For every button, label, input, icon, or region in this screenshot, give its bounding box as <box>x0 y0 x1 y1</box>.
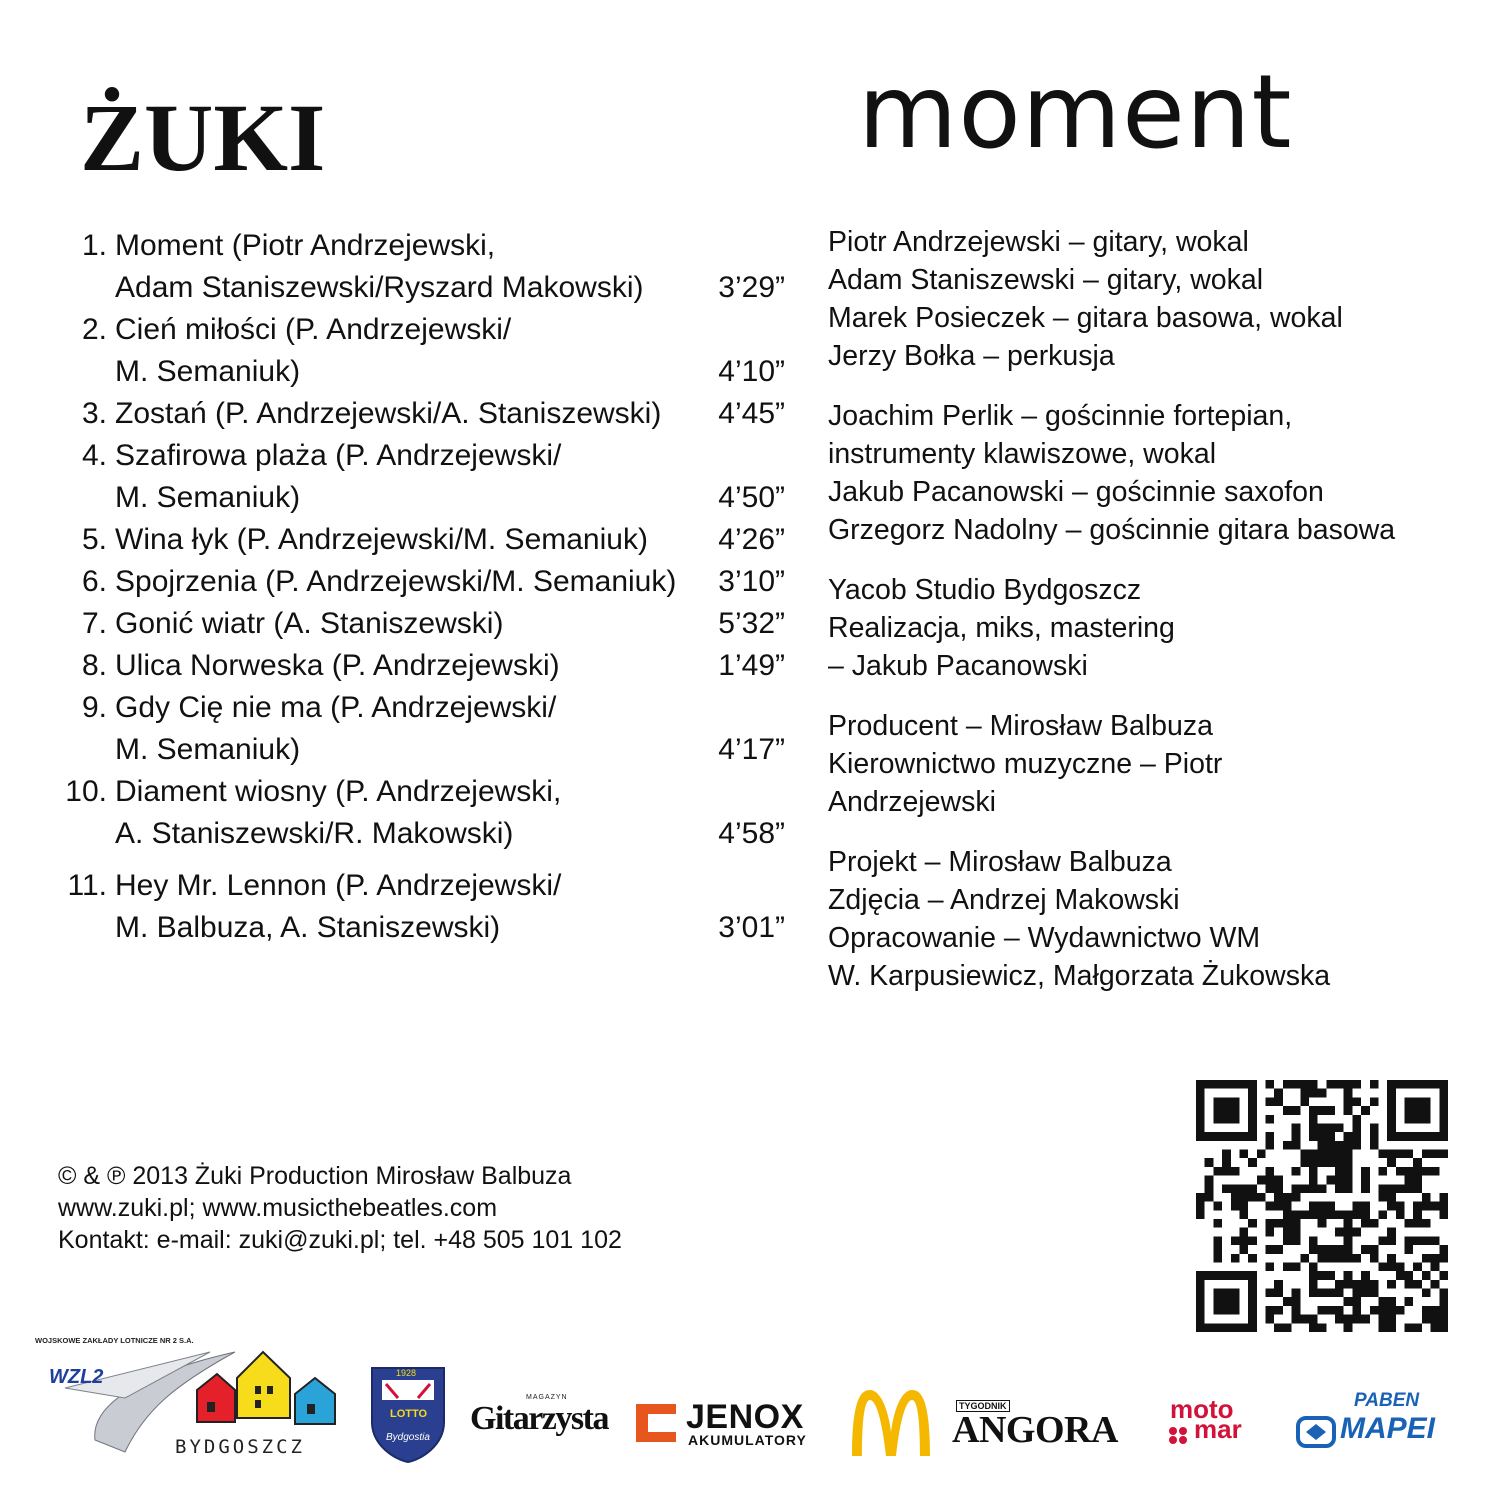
credit-line: Zdjęcia – Andrzej Makowski <box>828 884 1180 916</box>
paben-mapei-logo <box>1296 1390 1466 1460</box>
track-number: 5. <box>81 523 107 556</box>
paben-label: PABEN <box>1354 1390 1420 1411</box>
track-title <box>115 435 690 519</box>
track-title-line: Wina łyk (P. Andrzejewski/M. Semaniuk) <box>115 523 648 556</box>
track-title <box>115 687 690 771</box>
track-title <box>115 561 690 603</box>
credit-line: Projekt – Mirosław Balbuza <box>828 846 1172 878</box>
track-title-line: M. Semaniuk) <box>115 481 301 514</box>
credit-line: W. Karpusiewicz, Małgorzata Żukowska <box>828 960 1331 992</box>
qr-code <box>1196 1080 1448 1332</box>
track-duration: 3’01” <box>718 911 785 944</box>
track-number: 6. <box>81 565 107 598</box>
credit-group <box>828 843 1468 995</box>
track-duration: 1’49” <box>718 649 785 682</box>
track-title-line: Spojrzenia (P. Andrzejewski/M. Semaniuk) <box>115 565 677 598</box>
track-duration: 4’17” <box>718 733 785 766</box>
track-title-line: Moment (Piotr Andrzejewski, <box>115 229 496 262</box>
credit-line: Yacob Studio Bydgoszcz <box>828 574 1142 606</box>
track-row <box>55 225 795 309</box>
track-title <box>115 603 690 645</box>
credit-line: Joachim Perlik – gościnnie fortepian, <box>828 400 1293 432</box>
credit-line: instrumenty klawiszowe, wokal <box>828 438 1217 470</box>
angora-small: TYGODNIK <box>956 1400 1010 1412</box>
website-line: www.zuki.pl; www.musicthebeatles.com <box>58 1194 498 1222</box>
track-duration: 3’29” <box>718 271 785 304</box>
bydgoszcz-label: BYDGOSZCZ <box>175 1436 305 1458</box>
bydgoszcz-logo <box>175 1350 355 1465</box>
credit-group <box>828 571 1468 685</box>
track-row <box>55 771 795 855</box>
track-row <box>55 603 795 645</box>
jenox-label: JENOX <box>686 1398 804 1436</box>
track-title-line: M. Balbuza, A. Staniszewski) <box>115 911 501 944</box>
track-duration: 3’10” <box>718 565 785 598</box>
credit-line: Marek Posieczek – gitara basowa, wokal <box>828 302 1343 334</box>
sponsor-logos <box>0 1330 1500 1500</box>
credit-line: Kierownictwo muzyczne – Piotr <box>828 748 1223 780</box>
credit-line: Jerzy Bołka – perkusja <box>828 340 1115 372</box>
track-title-line: Zostań (P. Andrzejewski/A. Staniszewski) <box>115 397 662 430</box>
track-title-line: Diament wiosny (P. Andrzejewski, <box>115 775 562 808</box>
credit-line: Piotr Andrzejewski – gitary, wokal <box>828 226 1249 258</box>
credit-line: Adam Staniszewski – gitary, wokal <box>828 264 1264 296</box>
angora-label: ANGORA <box>952 1409 1118 1451</box>
gitarzysta-logo <box>470 1392 610 1452</box>
jenox-sub: AKUMULATORY <box>688 1432 807 1448</box>
track-duration: 4’45” <box>718 397 785 430</box>
track-title-line: Ulica Norweska (P. Andrzejewski) <box>115 649 560 682</box>
credits <box>828 223 1468 1017</box>
credit-line: – Jakub Pacanowski <box>828 650 1088 682</box>
track-title-line: M. Semaniuk) <box>115 355 301 388</box>
houses-icon <box>195 1350 355 1440</box>
track-row <box>55 645 795 687</box>
mcdonalds-logo <box>848 1386 934 1458</box>
track-number: 3. <box>81 397 107 430</box>
track-title <box>115 645 690 687</box>
track-title-line: A. Staniszewski/R. Makowski) <box>115 817 514 850</box>
contact-line: Kontakt: e-mail: zuki@zuki.pl; tel. +48 505 101 102 <box>58 1226 622 1254</box>
credit-line: Producent – Mirosław Balbuza <box>828 710 1213 742</box>
credit-line: Andrzejewski <box>828 786 996 818</box>
lotto-sub: Bydgostia <box>386 1432 430 1443</box>
track-duration: 4’50” <box>718 481 785 514</box>
jenox-logo <box>632 1400 832 1460</box>
track-title-line: Gonić wiatr (A. Staniszewski) <box>115 607 504 640</box>
wzl-caption: WOJSKOWE ZAKŁADY LOTNICZE NR 2 S.A. <box>35 1336 194 1345</box>
credit-line: Jakub Pacanowski – gościnnie saxofon <box>828 476 1324 508</box>
track-title <box>115 865 690 949</box>
album-title: moment <box>858 53 1293 172</box>
motomar-bottom: mar <box>1194 1414 1242 1444</box>
golden-arches-icon <box>848 1386 934 1458</box>
track-duration: 4’58” <box>718 817 785 850</box>
track-title-line: Hey Mr. Lennon (P. Andrzejewski/ <box>115 869 562 902</box>
track-title <box>115 225 690 309</box>
track-row <box>55 309 795 393</box>
track-row <box>55 519 795 561</box>
credit-group <box>828 397 1468 549</box>
copyright-block <box>58 1160 758 1256</box>
motomar-top: moto <box>1170 1394 1234 1424</box>
track-row <box>55 393 795 435</box>
track-title-line: Gdy Cię nie ma (P. Andrzejewski/ <box>115 691 557 724</box>
track-row <box>55 561 795 603</box>
gitarzysta-label: Gitarzysta <box>470 1400 608 1437</box>
gitarzysta-small: MAGAZYN <box>526 1394 568 1401</box>
track-number: 4. <box>81 439 107 472</box>
track-title-line: Szafirowa plaża (P. Andrzejewski/ <box>115 439 562 472</box>
lotto-label: LOTTO <box>390 1408 428 1420</box>
motomar-dots-icon <box>1168 1426 1192 1446</box>
track-number: 1. <box>81 229 107 262</box>
mapei-icon <box>1296 1416 1336 1448</box>
track-title-line: Adam Staniszewski/Ryszard Makowski) <box>115 271 644 304</box>
track-duration: 4’26” <box>718 523 785 556</box>
track-number: 10. <box>65 775 107 808</box>
credit-line: Grzegorz Nadolny – gościnnie gitara basowa <box>828 514 1396 546</box>
track-title <box>115 393 690 435</box>
track-title <box>115 519 690 561</box>
track-number: 7. <box>81 607 107 640</box>
credit-group <box>828 707 1468 821</box>
track-title-line: M. Semaniuk) <box>115 733 301 766</box>
tracklist <box>55 225 795 949</box>
track-number: 9. <box>81 691 107 724</box>
angora-logo <box>952 1400 1152 1450</box>
copyright-line: © & ℗ 2013 Żuki Production Mirosław Balbuza <box>58 1162 572 1190</box>
track-number: 8. <box>81 649 107 682</box>
track-duration: 5’32” <box>718 607 785 640</box>
credit-group <box>828 223 1468 375</box>
track-number: 11. <box>67 869 107 902</box>
track-row <box>55 865 795 949</box>
track-number: 2. <box>81 313 107 346</box>
track-title <box>115 771 690 855</box>
track-row <box>55 435 795 519</box>
jenox-mark-icon <box>632 1400 680 1446</box>
track-title <box>115 309 690 393</box>
band-name: ŻUKI <box>80 84 326 191</box>
credit-line: Opracowanie – Wydawnictwo WM <box>828 922 1261 954</box>
track-title-line: Cień miłości (P. Andrzejewski/ <box>115 313 512 346</box>
lotto-year: 1928 <box>396 1368 417 1378</box>
track-duration: 4’10” <box>718 355 785 388</box>
motomar-logo <box>1166 1394 1286 1458</box>
mapei-label: MAPEI <box>1340 1412 1436 1445</box>
lotto-bydgostia-logo <box>368 1364 448 1464</box>
track-row <box>55 687 795 771</box>
wzl-mark: WZL2 <box>49 1366 104 1388</box>
credit-line: Realizacja, miks, mastering <box>828 612 1175 644</box>
